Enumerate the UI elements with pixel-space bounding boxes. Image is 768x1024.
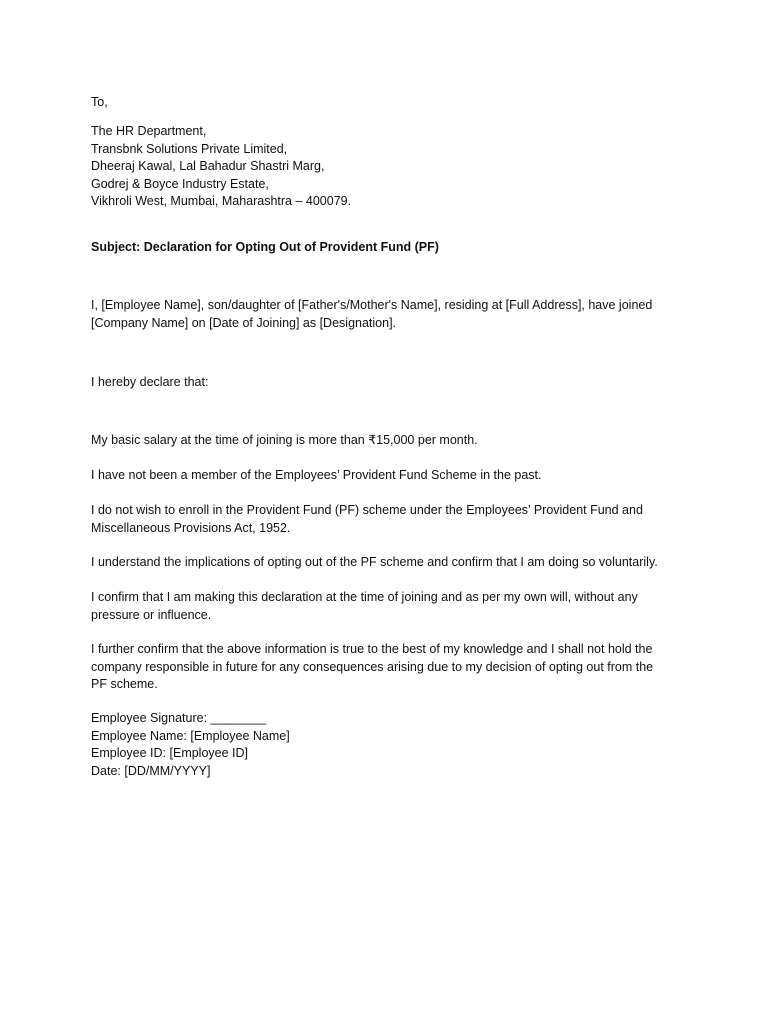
salutation bbox=[91, 94, 691, 112]
point-line: My basic salary at the time of joining is more than ₹15,000 per month. bbox=[91, 433, 478, 447]
point-line: I further confirm that the above information is true to the best of my knowledge and I shall not hold the bbox=[91, 642, 653, 656]
point-line: I confirm that I am making this declaration at the time of joining and as per my own will, without any bbox=[91, 590, 638, 604]
intro-paragraph bbox=[91, 297, 691, 332]
declaration-point bbox=[91, 502, 691, 537]
address-line: Vikhroli West, Mumbai, Maharashtra – 400079. bbox=[91, 194, 352, 208]
address-line: Godrej & Boyce Industry Estate, bbox=[91, 176, 269, 191]
signature-block bbox=[91, 710, 691, 780]
address-line: The HR Department, bbox=[91, 124, 207, 138]
address-line: Transbnk Solutions Private Limited, bbox=[91, 141, 288, 156]
declaration-point bbox=[91, 467, 691, 485]
signature-line: Employee Signature: ________ bbox=[91, 711, 267, 725]
declaration-heading-text: I hereby declare that: bbox=[91, 375, 209, 389]
point-line: company responsible in future for any consequences arising due to my decision of opting out from the bbox=[91, 659, 654, 674]
intro-line: [Company Name] on [Date of Joining] as [Designation]. bbox=[91, 315, 397, 330]
declaration-point bbox=[91, 589, 691, 624]
point-line: pressure or influence. bbox=[91, 607, 212, 622]
declaration-heading bbox=[91, 374, 691, 392]
point-line: Miscellaneous Provisions Act, 1952. bbox=[91, 520, 291, 535]
declaration-point bbox=[91, 554, 691, 572]
employee-name-line: Employee Name: [Employee Name] bbox=[91, 728, 290, 743]
declaration-point bbox=[91, 641, 691, 694]
date-line: Date: [DD/MM/YYYY] bbox=[91, 763, 211, 778]
subject-line bbox=[91, 239, 691, 257]
subject-text: Subject: Declaration for Opting Out of Provident Fund (PF) bbox=[91, 240, 439, 254]
intro-line: I, [Employee Name], son/daughter of [Father's/Mother's Name], residing at [Full Address], have joined bbox=[91, 298, 653, 312]
point-line: PF scheme. bbox=[91, 677, 158, 691]
recipient-address bbox=[91, 123, 691, 211]
address-line: Dheeraj Kawal, Lal Bahadur Shastri Marg, bbox=[91, 159, 325, 173]
point-line: I understand the implications of opting out of the PF scheme and confirm that I am doing so voluntarily. bbox=[91, 555, 658, 569]
declaration-point bbox=[91, 432, 691, 450]
point-line: I have not been a member of the Employees’ Provident Fund Scheme in the past. bbox=[91, 468, 542, 482]
salutation-text: To, bbox=[91, 95, 108, 109]
point-line: I do not wish to enroll in the Provident Fund (PF) scheme under the Employees’ Provident Fund and bbox=[91, 503, 643, 517]
employee-id-line: Employee ID: [Employee ID] bbox=[91, 746, 249, 760]
